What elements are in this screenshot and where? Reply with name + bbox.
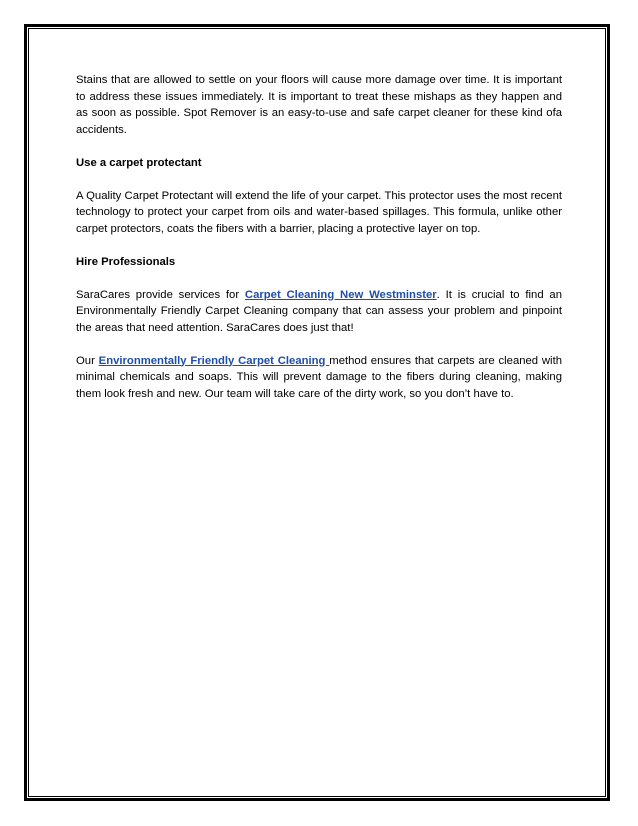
paragraph-method-text-before: Our <box>76 354 99 367</box>
document-body <box>76 72 562 419</box>
paragraph-stains: Stains that are allowed to settle on your floors will cause more damage over time. It is important to address these issues immediately. It is important to treat these mishaps as they happen and as soon as possible. Spot Remover is an easy-to-use and safe carpet cleaner for these kind ofa accidents. <box>76 74 562 136</box>
paragraph-method <box>76 353 562 403</box>
heading-hire-professionals: Hire Professionals <box>76 255 176 268</box>
link-carpet-cleaning-new-westminster[interactable]: Carpet Cleaning New Westminster <box>244 288 437 301</box>
paragraph-protectant: A Quality Carpet Protectant will extend the life of your carpet. This protector uses the most recent technology to protect your carpet from oils and water-based spillages. This formula, unlike other carpet protectors, coats the fibers with a barrier, placing a protective layer on top. <box>76 189 562 235</box>
paragraph-saracares-text-after: . It is crucial to find an Environmentally Friendly Carpet Cleaning company that can assess your problem and pinpoint the areas that need attention. SaraCares does just that! <box>76 288 562 334</box>
paragraph-saracares <box>76 287 562 337</box>
heading-carpet-protectant: Use a carpet protectant <box>76 156 202 169</box>
paragraph-saracares-text-before: SaraCares provide services for <box>76 288 245 301</box>
paragraph-method-text-after: method ensures that carpets are cleaned with minimal chemicals and soaps. This will prevent damage to the fibers during cleaning, making them look fresh and new. Our team will take care of the dirty work, so you don’t have to. <box>76 354 562 400</box>
link-environmentally-friendly-carpet-cleaning[interactable]: Environmentally Friendly Carpet Cleaning <box>98 354 330 367</box>
